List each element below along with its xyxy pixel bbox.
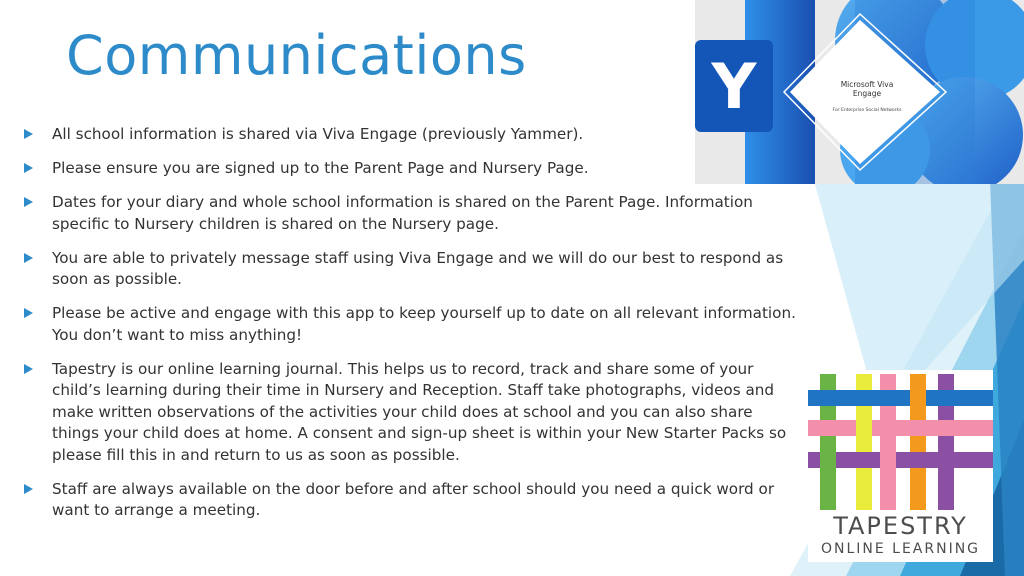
list-item: Tapestry is our online learning journal. This helps us to record, track and share some of your child’s learning during their time in Nursery and Reception. Staff take photographs, videos and make written observations of the activities your child does at school and you can also share things your child does at home. A consent and sign-up sheet is within your New Starter Packs so please fill this in and return to us as soon as possible. (24, 359, 804, 467)
page-title: Communications (66, 24, 527, 87)
list-item: Staff are always available on the door before and after school should you need a quick word or want to arrange a meeting. (24, 479, 804, 522)
bullet-list (24, 124, 804, 534)
bullet-arrow-icon (24, 253, 33, 263)
bullet-arrow-icon (24, 163, 33, 173)
tapestry-weave-icon (808, 370, 993, 512)
tapestry-name: TAPESTRY (833, 512, 968, 540)
bullet-arrow-icon (24, 364, 33, 374)
bullet-arrow-icon (24, 129, 33, 139)
bullet-arrow-icon (24, 484, 33, 494)
list-item: Please be active and engage with this app to keep yourself up to date on all relevant information. You don’t want to miss anything! (24, 303, 804, 346)
list-item: You are able to privately message staff using Viva Engage and we will do our best to respond as soon as possible. (24, 248, 804, 291)
bullet-arrow-icon (24, 197, 33, 207)
list-item: All school information is shared via Viva Engage (previously Yammer). (24, 124, 804, 146)
list-item: Please ensure you are signed up to the Parent Page and Nursery Page. (24, 158, 804, 180)
list-item: Dates for your diary and whole school information is shared on the Parent Page. Information specific to Nursery children is shared on the Nursery page. (24, 192, 804, 235)
tapestry-subtitle: ONLINE LEARNING (820, 541, 981, 557)
svg-text:Y: Y (711, 50, 757, 123)
bullet-arrow-icon (24, 308, 33, 318)
viva-engage-caption: Microsoft Viva Engage For Enterprise Social Networks (832, 80, 902, 113)
